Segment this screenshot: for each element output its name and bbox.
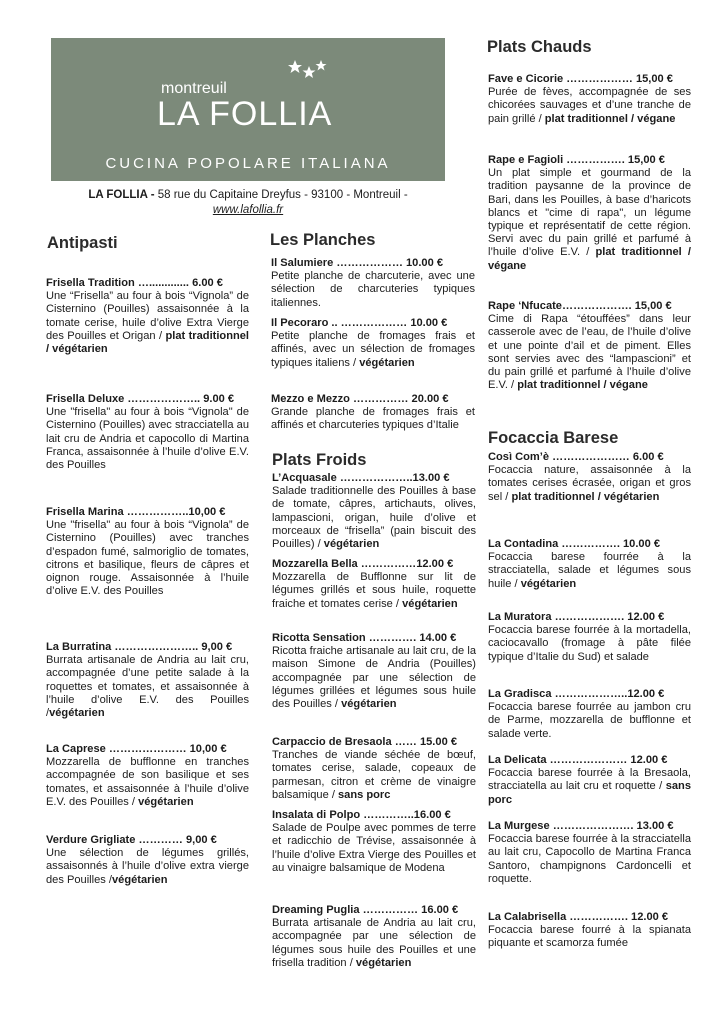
menu-item [272, 809, 476, 875]
item-desc: Mozzarella de Bufflonne sur lit de légumes grillés et sous huile, roquette fraiche et tomates cerise / végétarien [272, 571, 476, 610]
menu-item [272, 736, 476, 802]
item-desc: Burrata artisanale de Andria au lait cru, accompagnée par une sélection de légumes sous huile des Pouilles et une frisella tradition / végétarien [272, 917, 476, 969]
item-desc: Un plat simple et gourmand de la tradition paysanne de la province de Bari, dans les Pouilles, à base d’haricots blancs et "cime di rapa", un légume typique et représentatif de cette région. Servi avec du pain grillé et parfumé à l’huile d’olive E.V. / plat traditionnel / végane [488, 167, 691, 272]
address-name: LA FOLLIA - [88, 189, 155, 201]
item-title: Rape e Fagioli ……………. 15,00 € [488, 154, 665, 166]
item-title: Verdure Grigliate ………… 9,00 € [46, 834, 217, 846]
item-desc: Salade traditionnelle des Pouilles à base de tomate, câpres, artichauts, olives, lampascioni, origan, huile d’olive et morceaux de “frisella” (pain biscuit des Pouilles) / végétarien [272, 485, 476, 551]
menu-item [488, 611, 691, 664]
menu-item [272, 472, 476, 551]
heading-planches: Les Planches [270, 231, 376, 249]
address-text: 58 rue du Capitaine Dreyfus - 93100 - Montreuil - [154, 189, 408, 201]
item-desc: Focaccia barese fourrée à la stracciatella, salade et légumes sous huile / végétarien [488, 551, 691, 590]
item-title: L’Acquasale ………………..13.00 € [272, 472, 450, 484]
item-title: Carpaccio de Bresaola …… 15.00 € [272, 736, 457, 748]
menu-item [272, 558, 476, 611]
item-desc: Petite planche de charcuterie, avec une sélection de charcuteries typiques italiennes. [271, 270, 475, 309]
item-title: Insalata di Polpo …………..16.00 € [272, 809, 451, 821]
item-title: Ricotta Sensation …………. 14.00 € [272, 632, 457, 644]
item-desc: Focaccia barese fourrée à la Bresaola, stracciatella au lait cru et roquette / sans porc [488, 767, 691, 806]
menu-item [488, 688, 691, 741]
item-title: Il Salumiere ……………… 10.00 € [271, 257, 444, 269]
item-title: Dreaming Puglia …………… 16.00 € [272, 904, 459, 916]
menu-item [488, 73, 691, 126]
menu-item [488, 754, 691, 807]
item-title: Fave e Cicorie ……………… 15,00 € [488, 73, 673, 85]
item-title: La Contadina ……………. 10.00 € [488, 538, 660, 550]
item-desc: Salade de Poulpe avec pommes de terre et radicchio de Trévise, assaisonnée à l’huile d’olive Extra Vierge des Pouilles et au vinaigre balsamique de Modena [272, 822, 476, 874]
item-desc: Focaccia barese fourrée à la stracciatella au lait cru, Capocollo de Martina Franca Santoro, champignons Cardoncelli et roquette. [488, 833, 691, 885]
menu-item [488, 451, 691, 504]
item-desc: Cime di Rapa “étouffées” dans leur casserole avec de l’eau, de l’huile d’olive et une pointe d’ail et de piment. Elles sont servies avec des “lampascioni” et du pain grillé et parfumé à l’huile d’olive E.V. / plat traditionnel / végane [488, 313, 691, 392]
item-title: La Calabrisella ……………. 12.00 € [488, 911, 669, 923]
menu-item [271, 257, 475, 310]
menu-item [272, 632, 476, 711]
menu-item [271, 393, 475, 433]
item-desc: Petite planche de fromages frais et affinés, avec un sélection de fromages typiques italiens / végétarien [271, 330, 475, 369]
menu-item [46, 834, 249, 887]
item-title: Mezzo e Mezzo …………… 20.00 € [271, 393, 449, 405]
logo-banner [51, 38, 445, 181]
item-desc: Une “Frisella” au four à bois “Vignola” de Cisternino (Pouilles) assaisonnée à la tomate cerise, huile d’olive Extra Vierge des Pouilles et Origan / plat traditionnel / végétarien [46, 290, 250, 356]
menu-item [46, 277, 249, 356]
item-desc: Focaccia barese fourrée à la mortadella, caciocavallo (fromage à pâte filée typique d’Italie du Sud) et salade [488, 624, 691, 663]
menu-item [488, 538, 691, 591]
menu-item [46, 506, 249, 598]
item-desc: Une "frisella" au four à bois “Vignola" de Cisternino (Pouilles) avec stracciatella au lait cru de Andria et capocollo di Martina Franca, assaisonnée à l’huile d’olive E.V. des Pouilles [46, 406, 249, 472]
logo-small-text: montreuil [161, 80, 227, 97]
item-desc: Focaccia barese fourrée au jambon cru de Parme, mozzarella de bufflonne et salade verte. [488, 701, 691, 740]
menu-item [488, 154, 691, 273]
address [51, 188, 445, 218]
heading-plats-chauds: Plats Chauds [487, 38, 592, 56]
item-desc: Une "frisella" au four à bois “Vignola” de Cisternino (Pouilles) avec tranches d’espadon fumé, salmoriglio de tomates, citrons et basilique, fleurs de câpres et oignon rouge. Assaisonnée à l’huile d’olive E.V. des Pouilles [46, 519, 249, 598]
item-desc: Focaccia nature, assaisonnée à la tomates cerises écrasée, origan et gros sel / plat traditionnel / végétarien [488, 464, 691, 503]
item-desc: Tranches de viande séchée de bœuf, tomates cerise, salade, copeaux de parmesan, citron et crème de vinaigre balsamique / sans porc [272, 749, 476, 801]
website-link[interactable]: www.lafollia.fr [212, 204, 284, 216]
menu-item [271, 317, 475, 370]
menu-item [46, 743, 249, 809]
tagline: CUCINA POPOLARE ITALIANA [105, 155, 391, 172]
item-title: Frisella Tradition …............. 6.00 € [46, 277, 223, 289]
item-title: La Muratora ………………. 12.00 € [488, 611, 665, 623]
item-title: Rape ‘Nfucate………………. 15,00 € [488, 300, 672, 312]
menu-item [488, 300, 691, 392]
item-title: Frisella Marina ……………..10,00 € [46, 506, 226, 518]
menu-item [488, 820, 691, 886]
item-title: Frisella Deluxe ……………….. 9.00 € [46, 393, 235, 405]
item-desc: Focaccia barese fourré à la spianata piquante et scamorza fumée [488, 924, 691, 950]
menu-item [272, 904, 476, 970]
item-title: La Delicata ………………… 12.00 € [488, 754, 668, 766]
item-title: La Burratina ………………….. 9,00 € [46, 641, 233, 653]
menu-item [46, 393, 249, 472]
item-title: Così Com’è ………………… 6.00 € [488, 451, 664, 463]
item-desc: Mozzarella de bufflonne en tranches accompagnée de son basilique et ses tomates, et assaisonnée à l’huile d’olive E.V. des Pouilles / végétarien [46, 756, 249, 808]
item-desc: Ricotta fraiche artisanale au lait cru, de la maison Simone de Andria (Pouilles) accompagnée par une sélection de légumes grillées et légumes sous huile des Pouilles / végétarien [272, 645, 476, 711]
menu-item [488, 911, 691, 951]
item-desc: Grande planche de fromages frais et affinés et charcuteries typiques d’Italie [271, 406, 475, 432]
heading-focaccia: Focaccia Barese [488, 429, 619, 447]
item-title: La Murgese …………………. 13.00 € [488, 820, 674, 832]
item-desc: Une sélection de légumes grillés, assaisonnés à l’huile d’olive extra vierge des Pouilles /végétarien [46, 847, 249, 886]
heading-plats-froids: Plats Froids [272, 451, 367, 469]
item-title: Mozzarella Bella ……………12.00 € [272, 558, 454, 570]
item-title: La Caprese ………………… 10,00 € [46, 743, 227, 755]
stars-icon [287, 58, 327, 86]
menu-item [46, 641, 249, 720]
item-title: Il Pecoraro .. ……………… 10.00 € [271, 317, 448, 329]
heading-antipasti: Antipasti [47, 234, 118, 252]
logo-title: LA FOLLIA [157, 95, 333, 133]
item-title: La Gradisca ………………..12.00 € [488, 688, 665, 700]
item-desc: Burrata artisanale de Andria au lait cru, accompagnée d’une petite salade à la roquettes et tomates, et assaisonnée à l’huile d’olive E.V. des Pouilles /végétarien [46, 654, 249, 720]
item-desc: Purée de fèves, accompagnée de ses chicorées sauvages et d’une tranche de pain grillé / plat traditionnel / végane [488, 86, 691, 125]
